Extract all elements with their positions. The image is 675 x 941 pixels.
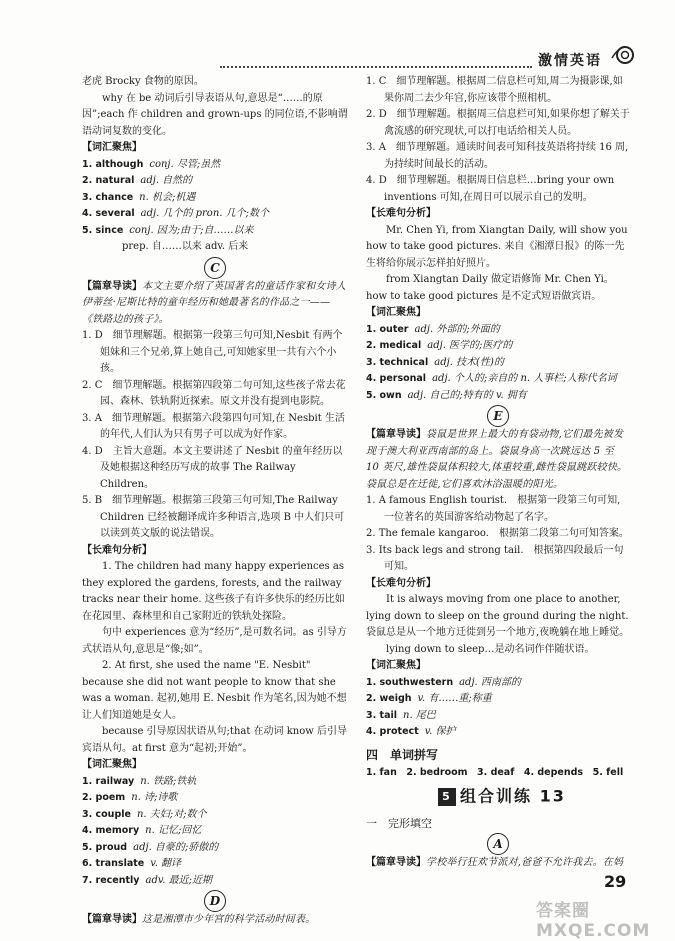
vocab-heading: 【词汇聚焦】 bbox=[366, 307, 426, 318]
c-intro: 【篇章导读】本文主要介绍了英国著名的童话作家和女诗人伊蒂丝·尼斯比特的童年经历和她最著名的作品之一——《铁路边的孩子》。 bbox=[82, 280, 346, 325]
banner-badge: 5 bbox=[438, 788, 456, 806]
e-intro: 【篇章导读】袋鼠是世界上最大的有袋动物,它们最先被发现于澳大利亚西南部的岛上。袋鼠身高一次跳远达 5 至 10 英尺,雄性袋鼠体积较大,体重较重,雌性袋鼠跳跃较快。袋鼠总是在迁徙,它们喜欢沐浴温暖的阳光。 bbox=[366, 429, 628, 490]
vocab-heading-2: 【词汇聚焦】 bbox=[366, 660, 426, 671]
sentence-analysis-heading-2: 【长难句分析】 bbox=[366, 577, 436, 589]
swirl-logo-icon bbox=[610, 44, 636, 66]
section-c-marker: C bbox=[82, 256, 348, 279]
sentence-2: 2. At first, she used the name "E. Nesbit" because she did not want people to know that she was a woman. 起初,她用 E. Nesbit 作为笔名,因为她不想让人们知道她是女人。 bbox=[82, 660, 347, 721]
vocab-item: 2. weigh v. 有……重;称重 bbox=[366, 693, 492, 704]
header-divider bbox=[220, 66, 532, 68]
answer-item: 1. D 细节理解题。根据第一段第三句可知,Nesbit 有两个姐妹和三个兄弟,算上她自己,可知她家里一共有六个小孩。 bbox=[82, 330, 343, 374]
top-line: 老虎 Brocky 食物的原因。 bbox=[82, 76, 204, 87]
header-title: 激情英语 bbox=[538, 53, 602, 69]
section-heading-cloze: 一 完形填空 bbox=[366, 816, 432, 830]
answer-item: 1. A famous English tourist. 根据第一段第三句可知,一位著名的英国游客给动物起了名字。 bbox=[366, 495, 621, 523]
spelling-answers: 1. fan 2. bedroom 3. deaf 4. depends 5. fell bbox=[366, 767, 624, 778]
vocab-item: 1. outer adj. 外部的;外面的 bbox=[366, 323, 500, 335]
vocab-item: 3. tail n. 尾巴 bbox=[366, 709, 436, 721]
vocab-item: 4. several adj. 几个的 pron. 几个;数个 bbox=[82, 208, 269, 219]
section-a-marker: A bbox=[366, 832, 630, 855]
vocab-item: 3. chance n. 机会;机遇 bbox=[82, 191, 196, 203]
vocab-item: 2. poem n. 诗;诗歌 bbox=[82, 792, 178, 803]
vocab-heading: 【词汇聚焦】 bbox=[82, 142, 142, 153]
vocab-item: 4. personal adj. 个人的;亲自的 n. 人事栏;人称代名词 bbox=[366, 373, 617, 384]
answer-item: 2. D 细节理解题。根据周三信息栏可知,如果你想了解关于禽流感的研究现状,可以打电话给相关人员。 bbox=[366, 109, 630, 137]
vocab-item: 1. railway n. 铁路;铁轨 bbox=[82, 775, 197, 787]
exercise-banner bbox=[438, 788, 630, 806]
watermark: 答案圈 MXQE.COM bbox=[536, 901, 651, 941]
sentence-2-note: lying down to sleep…是动名词作伴随状语。 bbox=[386, 643, 595, 655]
answer-item: 5. B 细节理解题。根据第三段第三句可知,The Railway Children 已经被翻译成许多种语言,选项 B 中人们只可以读到英文版的说法错误。 bbox=[82, 495, 345, 539]
sentence-2: It is always moving from one place to another, lying down to sleep on the ground during the night. 袋鼠总是从一个地方迁徙到另一个地方,夜晚躺在地上睡觉。 bbox=[366, 594, 630, 638]
sentence-1: Mr. Chen Yi, from Xiangtan Daily, will show you how to take good pictures. 来自《湘潭日报》的陈一先生将给你展示怎样拍好照片。 bbox=[366, 224, 628, 269]
answer-item: 1. C 细节理解题。根据周二信息栏可知,周二为摄影课,如果你周二去少年宫,你应该带个照相机。 bbox=[366, 76, 623, 104]
sentence-1: 1. The children had many happy experiences as they explored the gardens, forests, and the railway tracks near their home. 这些孩子有许多快乐的经历比如在花园里、森林里和自己家附近的铁轨处探险。 bbox=[82, 561, 345, 622]
left-column bbox=[82, 74, 348, 929]
vocab-item: 2. medical adj. 医学的;医疗的 bbox=[366, 340, 513, 351]
vocab-item: 4. protect v. 保护 bbox=[366, 726, 456, 737]
sentence-1-note: from Xiangtan Daily 做定语修饰 Mr. Chen Yi。how to take good pictures 是不定式短语做宾语。 bbox=[366, 274, 614, 302]
vocab-item: 5. proud adj. 自豪的;骄傲的 bbox=[82, 841, 219, 853]
answer-item: 4. D 细节理解题。根据周日信息栏…bring your own inventions 可知,在周日可以展示自己的发明。 bbox=[366, 175, 615, 203]
answer-item: 2. The female kangaroo. 根据第二段第二句可知答案。 bbox=[366, 528, 629, 539]
vocab-item: 1. southwestern adj. 西南部的 bbox=[366, 676, 521, 688]
vocab-item: 5. own adj. 自己的;特有的 v. 拥有 bbox=[366, 389, 527, 401]
vocab-item: 7. recently adv. 最近;近期 bbox=[82, 874, 213, 886]
vocab-list-2 bbox=[82, 774, 348, 890]
answer-item: 2. C 细节理解题。根据第四段第二句可知,这些孩子常去花园、森林、铁轨附近探索。原文并没有提到电影院。 bbox=[82, 379, 346, 407]
vocab-item: 3. couple n. 夫妇;对;数个 bbox=[82, 808, 207, 820]
vocab-heading-2: 【词汇聚焦】 bbox=[82, 759, 142, 770]
vocab-list-2 bbox=[366, 675, 630, 741]
answer-item: 3. Its back legs and strong tail. 根据第四段最后一句可知。 bbox=[366, 544, 624, 572]
vocab-list-1 bbox=[82, 157, 348, 256]
answer-item: 3. A 细节理解题。通读时间表可知科技英语将持续 16 周,为持续时间最长的活动。 bbox=[366, 142, 629, 170]
section-heading-spelling: 四 单词拼写 bbox=[366, 747, 439, 762]
vocab-item: 2. natural adj. 自然的 bbox=[82, 175, 193, 186]
banner-title: 组合训练 13 bbox=[460, 786, 566, 805]
answer-item: 4. D 主旨大意题。本文主要讲述了 Nesbit 的童年经历以及她根据这种经历写成的故事 The Railway Children。 bbox=[82, 445, 343, 490]
sentence-analysis-heading: 【长难句分析】 bbox=[366, 208, 436, 219]
right-column bbox=[366, 74, 630, 872]
sentence-2-note: because 引导原因状语从句;that 在动词 know 后引导宾语从句。at first 意为“起初;开始”。 bbox=[82, 726, 347, 754]
vocab-item: 4. memory n. 记忆;回忆 bbox=[82, 825, 202, 836]
a-intro: 【篇章导读】学校举行狂欢节派对,爸爸不允许我去。在妈 bbox=[366, 857, 624, 868]
page-number: 29 bbox=[604, 872, 627, 891]
sentence-1-note: 句中 experiences 意为“经历”,是可数名词。as 引导方式状语从句,意思是“像;如”。 bbox=[82, 627, 347, 655]
d-intro: 【篇章导读】这是湘潭市少年宫的科学活动时间表。 bbox=[82, 914, 316, 925]
vocab-item: 6. translate v. 翻译 bbox=[82, 858, 182, 869]
why-paragraph: why 在 be 动词后引导表语从句,意思是“……的原因”;each 作 children and grown-ups 的同位语,不影响谓语动词复数的变化。 bbox=[82, 92, 348, 137]
vocab-item-extra: prep. 自……以来 adv. 后来 bbox=[122, 241, 249, 252]
vocab-list bbox=[366, 322, 630, 405]
section-e-marker: E bbox=[366, 404, 630, 427]
answer-item: 3. A 细节理解题。根据第六段第四句可知,在 Nesbit 生活的年代,人们认为只有男子可以成为好作家。 bbox=[82, 412, 345, 440]
section-d-marker: D bbox=[82, 889, 348, 912]
vocab-item: 1. although conj. 尽管;虽然 bbox=[82, 158, 221, 170]
vocab-item: 5. since conj. 因为;由于;自……以来 bbox=[82, 224, 254, 236]
vocab-item: 3. technical adj. 技术(性)的 bbox=[366, 356, 504, 368]
sentence-analysis-heading: 【长难句分析】 bbox=[82, 544, 152, 556]
